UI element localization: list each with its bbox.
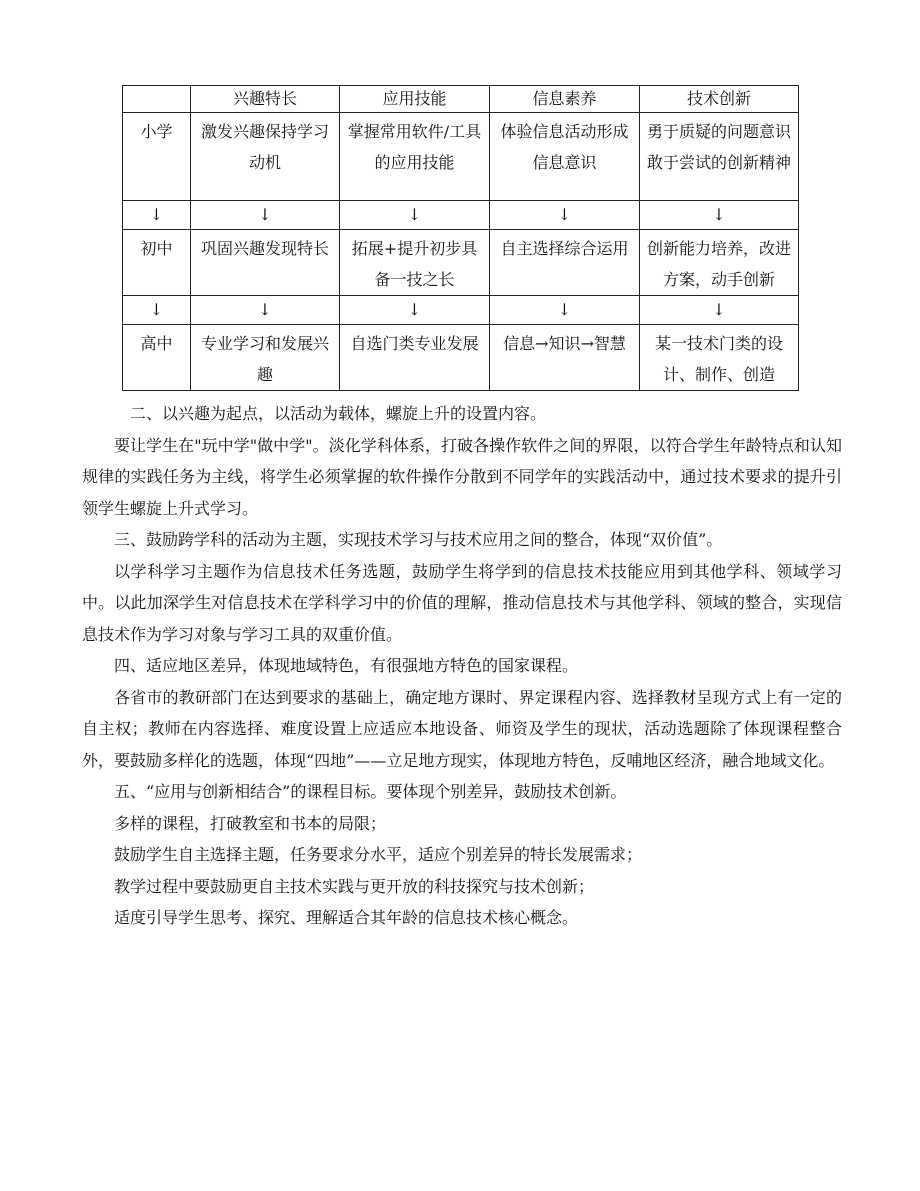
down-arrow-icon: ↓ bbox=[640, 296, 799, 325]
stage-label: 初中 bbox=[123, 230, 191, 296]
paragraph: 要让学生在"玩中学"做中学"。淡化学科体系，打破各操作软件之间的界限，以符合学生年龄特点和认知规律的实践任务为主线，将学生必须掌握的软件操作分散到不同学年的实践活动中，通过技术要求的提升引领学生螺旋上升式学习。 bbox=[82, 435, 842, 518]
section-heading-4: 四、适应地区差异，体现地域特色，有很强地方特色的国家课程。 bbox=[114, 656, 579, 675]
table-cell: 巩固兴趣发现特长 bbox=[191, 230, 340, 296]
table-cell: 激发兴趣保持学习动机 bbox=[191, 113, 340, 201]
header-corner bbox=[123, 86, 191, 113]
arrow-row bbox=[123, 296, 799, 325]
down-arrow-icon: ↓ bbox=[640, 201, 799, 230]
table-header-row bbox=[123, 86, 799, 113]
paragraph: 适度引导学生思考、探究、理解适合其年龄的信息技术核心概念。 bbox=[114, 908, 579, 927]
table-row-high-school bbox=[123, 325, 799, 391]
table-row-primary bbox=[123, 113, 799, 201]
arrow-row bbox=[123, 201, 799, 230]
table-row-middle-school bbox=[123, 230, 799, 296]
paragraph: 各省市的教研部门在达到要求的基础上，确定地方课时、界定课程内容、选择教材呈现方式上有一定的自主权；教师在内容选择、难度设置上应适应本地设备、师资及学生的现状，活动选题除了体现课程整合外，要鼓励多样化的选题，体现“四地”——立足地方现实，体现地方特色，反哺地区经济，融合地域文化。 bbox=[82, 687, 842, 770]
down-arrow-icon: ↓ bbox=[340, 296, 490, 325]
down-arrow-icon: ↓ bbox=[191, 296, 340, 325]
table-cell: 自选门类专业发展 bbox=[340, 325, 490, 391]
down-arrow-icon: ↓ bbox=[490, 296, 640, 325]
header-application: 应用技能 bbox=[340, 86, 490, 113]
stage-label: 高中 bbox=[123, 325, 191, 391]
curriculum-progression-table bbox=[122, 85, 799, 391]
down-arrow-icon: ↓ bbox=[123, 296, 191, 325]
down-arrow-icon: ↓ bbox=[340, 201, 490, 230]
header-innovation: 技术创新 bbox=[640, 86, 799, 113]
section-heading-3: 三、鼓励跨学科的活动为主题，实现技术学习与技术应用之间的整合，体现“双价值”。 bbox=[114, 530, 723, 549]
paragraph: 教学过程中要鼓励更自主技术实践与更开放的科技探究与技术创新； bbox=[114, 876, 595, 896]
paragraph: 多样的课程，打破教室和书本的局限； bbox=[114, 813, 387, 833]
down-arrow-icon: ↓ bbox=[191, 201, 340, 230]
document-body bbox=[82, 398, 842, 934]
table-cell: 信息→知识→智慧 bbox=[490, 325, 640, 391]
table-cell: 某一技术门类的设计、制作、创造 bbox=[640, 325, 799, 391]
table-cell: 创新能力培养，改进方案，动手创新 bbox=[640, 230, 799, 296]
header-literacy: 信息素养 bbox=[490, 86, 640, 113]
table-cell: 专业学习和发展兴趣 bbox=[191, 325, 340, 391]
down-arrow-icon: ↓ bbox=[490, 201, 640, 230]
paragraph: 鼓励学生自主选择主题，任务要求分水平，适应个别差异的特长发展需求； bbox=[114, 845, 643, 864]
section-heading-2: 二、以兴趣为起点，以活动为载体，螺旋上升的设置内容。 bbox=[130, 404, 547, 423]
table-cell: 勇于质疑的问题意识敢于尝试的创新精神 bbox=[640, 113, 799, 201]
table-cell: 体验信息活动形成信息意识 bbox=[490, 113, 640, 201]
section-heading-5: 五、“应用与创新相结合”的课程目标。要体现个别差异，鼓励技术创新。 bbox=[114, 782, 627, 801]
paragraph: 以学科学习主题作为信息技术任务选题，鼓励学生将学到的信息技术技能应用到其他学科、领域学习中。以此加深学生对信息技术在学科学习中的价值的理解，推动信息技术与其他学科、领域的整合，实现信息技术作为学习对象与学习工具的双重价值。 bbox=[82, 561, 842, 644]
header-interest: 兴趣特长 bbox=[191, 86, 340, 113]
stage-label: 小学 bbox=[123, 113, 191, 201]
table-cell: 掌握常用软件/工具的应用技能 bbox=[340, 113, 490, 201]
table-cell: 拓展+提升初步具备一技之长 bbox=[340, 230, 490, 296]
table-cell: 自主选择综合运用 bbox=[490, 230, 640, 296]
down-arrow-icon: ↓ bbox=[123, 201, 191, 230]
